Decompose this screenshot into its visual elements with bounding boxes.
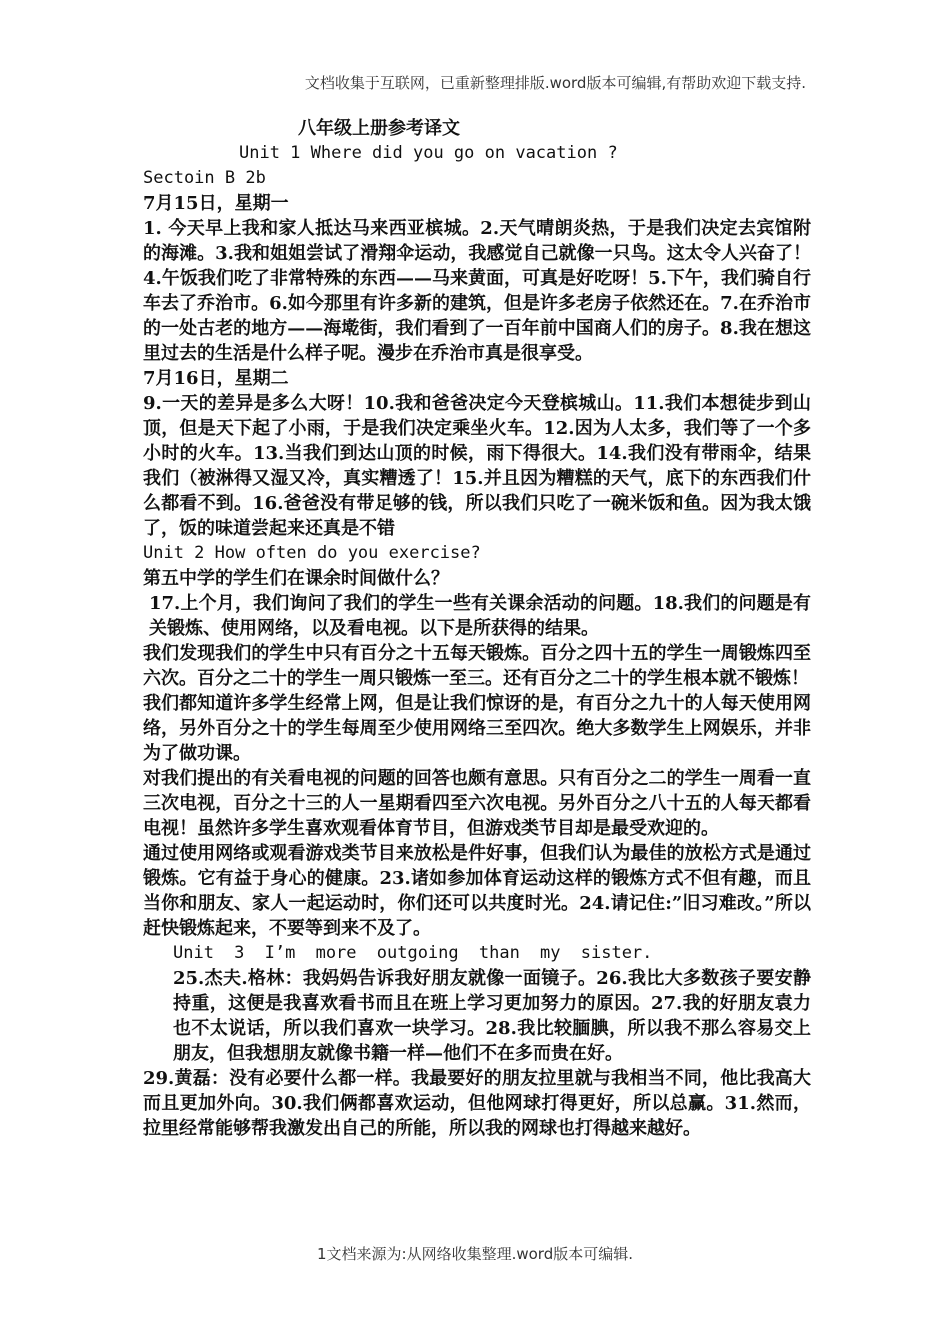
unit1-para2: 9.一天的差异是多么大呀！10.我和爸爸决定今天登槟城山。11.我们本想徒步到山顶，但是天下起了小雨，于是我们决定乘坐火车。12.因为人太多，我们等了一个多小时的火车。13.当我们到达山顶的时候，雨下得很大。14.我们没有带雨伞，结果我们（被淋得又湿又冷，真实糟透了！15.并且因为糟糕的天气，底下的东西我们什么都看不到。16.爸爸没有带足够的钱，所以我们只吃了一碗米饭和鱼。因为我太饿了，饭的味道尝起来还真是不错 — [143, 393, 811, 539]
unit3-para2: 29.黄磊：没有必要什么都一样。我最要好的朋友拉里就与我相当不同，他比我高大而且更加外向。30.我们俩都喜欢运动，但他网球打得更好，所以总赢。31.然而，拉里经常能够帮我激发出自己的所能，所以我的网球也打得越来越好。 — [143, 1068, 811, 1139]
document-title: 八年级上册参考译文 — [298, 118, 460, 139]
unit1-para1: 1. 今天早上我和家人抵达马来西亚槟城。2.天气晴朗炎热，于是我们决定去宾馆附的海滩。3.我和姐姐尝试了滑翔伞运动，我感觉自己就像一只鸟。这太令人兴奋了！4.午饭我们吃了非常特殊的东西——马来黄面，可真是好吃呀！5.下午，我们骑自行车去了乔治市。6.如今那里有许多新的建筑，但是许多老房子依然还在。7.在乔治市的一处古老的地方——海墘街，我们看到了一百年前中国商人们的房子。8.我在想这里过去的生活是什么样子呢。漫步在乔治市真是很享受。 — [143, 218, 811, 364]
page-header: 文档收集于互联网，已重新整理排版.word版本可编辑,有帮助欢迎下载支持. — [304, 74, 806, 92]
unit2-para4: 对我们提出的有关看电视的问题的回答也颇有意思。只有百分之二的学生一周看一直三次电视，百分之十三的人一星期看四至六次电视。另外百分之八十五的人每天都看电视！虽然许多学生喜欢观看体育节目，但游戏类节目却是最受欢迎的。 — [143, 768, 811, 839]
unit2-heading: Unit 2 How often do you exercise? — [143, 543, 481, 563]
unit3-para1: 25.杰夫.格林：我妈妈告诉我好朋友就像一面镜子。26.我比大多数孩子要安静持重，这便是我喜欢看书而且在班上学习更加努力的原因。27.我的好朋友袁力也不太说话，所以我们喜欢一块学习。28.我比较腼腆，所以我不那么容易交上朋友，但我想朋友就像书籍一样—他们不在多而贵在好。 — [173, 968, 811, 1064]
page-footer: 1文档来源为:从网络收集整理.word版本可编辑. — [316, 1245, 633, 1263]
unit3-heading: Unit 3 I’m more outgoing than my sister. — [173, 943, 653, 963]
unit2-para5: 通过使用网络或观看游戏类节目来放松是件好事，但我们认为最佳的放松方式是通过锻炼。它有益于身心的健康。23.诸如参加体育运动这样的锻炼方式不但有趣，而且当你和朋友、家人一起运动时，你们还可以共度时光。24.请记住:”旧习难改。”所以赶快锻炼起来，不要等到来不及了。 — [143, 843, 811, 939]
unit1-date2: 7月16日，星期二 — [143, 368, 289, 389]
unit1-section: Sectoin B 2b — [143, 168, 266, 188]
unit2-subheading: 第五中学的学生们在课余时间做什么？ — [143, 568, 449, 589]
unit2-para1: 17.上个月，我们询问了我们的学生一些有关课余活动的问题。18.我们的问题是有关锻炼、使用网络，以及看电视。以下是所获得的结果。 — [149, 593, 811, 639]
unit1-heading: Unit 1 Where did you go on vacation ? — [239, 143, 618, 163]
unit1-date1: 7月15日，星期一 — [143, 193, 289, 214]
unit2-para3: 我们都知道许多学生经常上网，但是让我们惊讶的是，有百分之九十的人每天使用网络，另外百分之十的学生每周至少使用网络三至四次。绝大多数学生上网娱乐，并非为了做功课。 — [143, 693, 811, 764]
unit2-para2: 我们发现我们的学生中只有百分之十五每天锻炼。百分之四十五的学生一周锻炼四至六次。百分之二十的学生一周只锻炼一至三。还有百分之二十的学生根本就不锻炼！ — [143, 643, 811, 689]
document-body — [143, 116, 811, 1141]
